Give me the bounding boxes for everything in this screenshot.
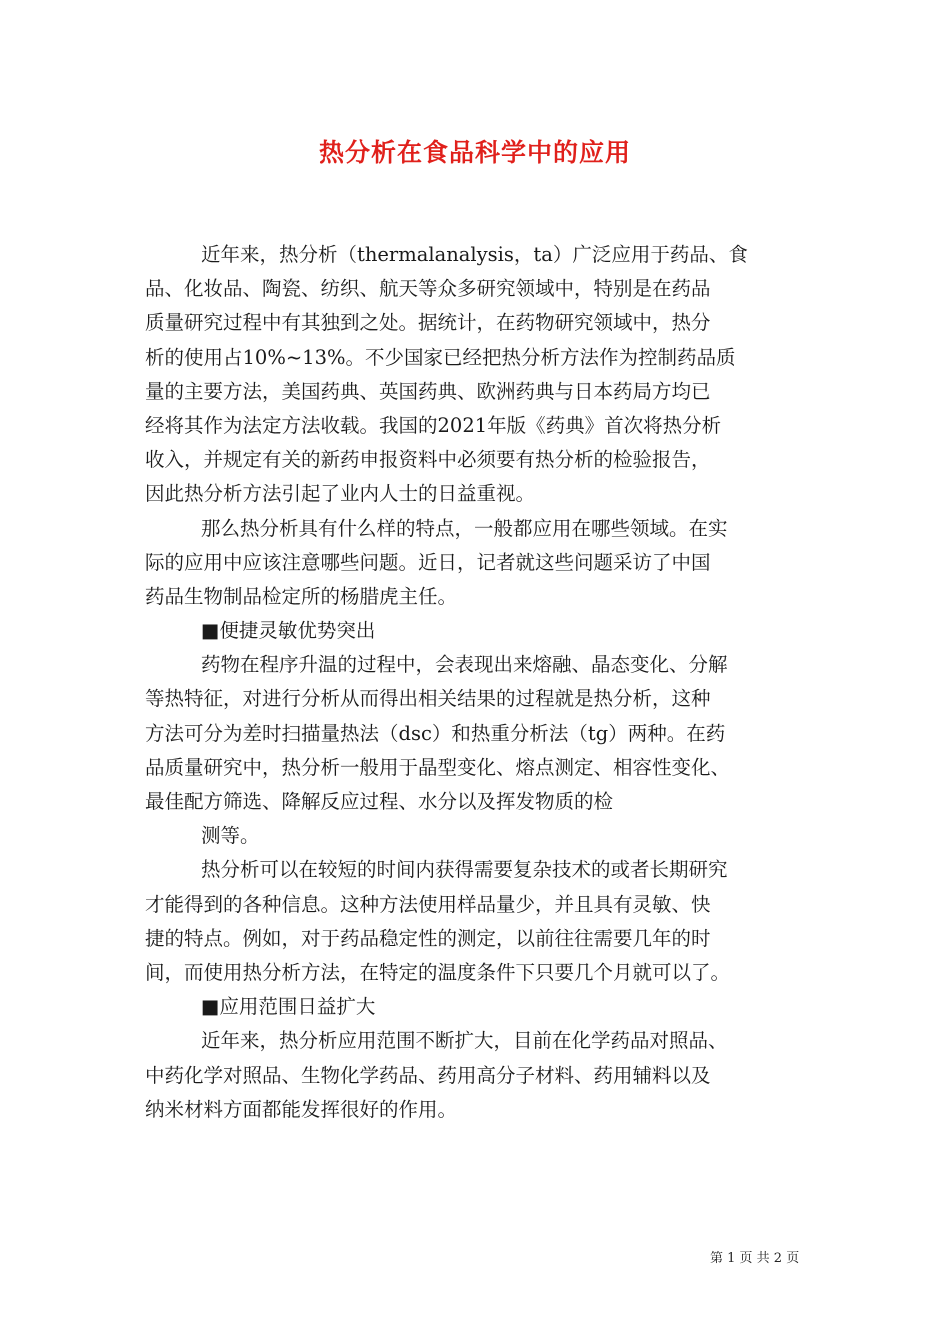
text-line: 才能得到的各种信息。这种方法使用样品量少，并且具有灵敏、快 (145, 892, 711, 916)
text-line: 品质量研究中，热分析一般用于晶型变化、熔点测定、相容性变化、 (145, 755, 731, 779)
text-line: 药物在程序升温的过程中，会表现出来熔融、晶态变化、分解 (201, 653, 728, 677)
text-line: 近年来，热分析应用范围不断扩大，目前在化学药品对照品、 (201, 1029, 728, 1053)
text-line: 等热特征，对进行分析从而得出相关结果的过程就是热分析，这种 (145, 687, 711, 711)
text-line: 质量研究过程中有其独到之处。据统计，在药物研究领域中，热分 (145, 311, 711, 335)
text-line: 热分析可以在较短的时间内获得需要复杂技术的或者长期研究 (201, 858, 728, 882)
text-line: 方法可分为差时扫描量热法（dsc）和热重分析法（tg）两种。在药 (145, 721, 726, 745)
text-line: 测等。 (201, 824, 260, 848)
text-line: 析的使用占10%~13%。不少国家已经把热分析方法作为控制药品质 (145, 345, 736, 369)
section-heading: ■便捷灵敏优势突出 (201, 619, 376, 643)
text-line: 纳米材料方面都能发挥很好的作用。 (145, 1097, 458, 1121)
section-heading: ■应用范围日益扩大 (201, 995, 376, 1019)
text-line: 因此热分析方法引起了业内人士的日益重视。 (145, 482, 536, 506)
text-line: 近年来，热分析（thermalanalysis，ta）广泛应用于药品、食 (201, 243, 748, 266)
text-line: 最佳配方筛选、降解反应过程、水分以及挥发物质的检 (145, 790, 614, 813)
text-line: 那么热分析具有什么样的特点，一般都应用在哪些领域。在实 (201, 516, 728, 540)
text-line: 品、化妆品、陶瓷、纺织、航天等众多研究领域中，特别是在药品 (145, 277, 711, 301)
text-line: 捷的特点。例如，对于药品稳定性的测定，以前往往需要几年的时 (145, 926, 711, 950)
text-line: 际的应用中应该注意哪些问题。近日，记者就这些问题采访了中国 (145, 550, 711, 574)
text-line: 药品生物制品检定所的杨腊虎主任。 (145, 584, 458, 608)
text-line: 量的主要方法，美国药典、英国药典、欧洲药典与日本药局方均已 (145, 379, 711, 403)
document-title: 热分析在食品科学中的应用 (318, 138, 631, 167)
text-line: 间，而使用热分析方法，在特定的温度条件下只要几个月就可以了。 (145, 960, 731, 984)
document-body (145, 238, 825, 1127)
text-line: 经将其作为法定方法收载。我国的2021年版《药典》首次将热分析 (145, 413, 722, 437)
page-number: 第 1 页 共 2 页 (710, 1251, 800, 1266)
text-line: 中药化学对照品、生物化学药品、药用高分子材料、药用辅料以及 (145, 1063, 711, 1087)
text-line: 收入，并规定有关的新药申报资料中必须要有热分析的检验报告， (145, 448, 711, 472)
